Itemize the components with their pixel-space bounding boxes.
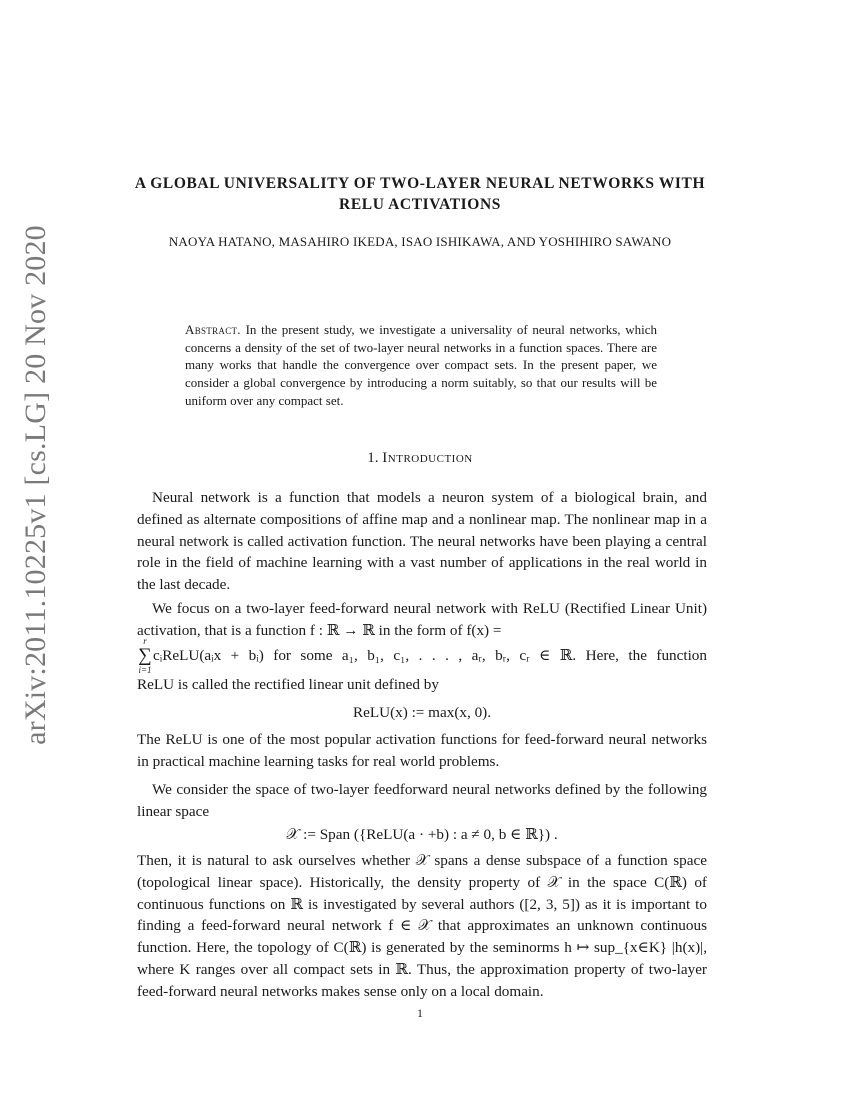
paper-authors: NAOYA HATANO, MASAHIRO IKEDA, ISAO ISHIKAWA, AND YOSHIHIRO SAWANO <box>168 234 672 249</box>
sum-expression-text: cᵢReLU(aᵢx + bᵢ) for some a₁, b₁, c₁, . . . , aᵣ, bᵣ, cᵣ ∈ ℝ. Here, the function <box>153 647 707 664</box>
intro-paragraph-2-start: We focus on a two-layer feed-forward neural network with ReLU (Rectified Linear Unit) activation, that is a function f : ℝ → ℝ in the form of f(x) = <box>137 600 707 639</box>
arxiv-identifier-stamp <box>6 225 66 745</box>
paper-title: A GLOBAL UNIVERSALITY OF TWO-LAYER NEURAL NETWORKS WITH RELU ACTIVATIONS <box>134 175 706 213</box>
sum-lower-limit: i=1 <box>138 665 152 675</box>
section-number: 1. <box>367 450 379 466</box>
intro-paragraph-5: Then, it is natural to ask ourselves whether 𝒳 spans a dense subspace of a function space (topological linear space). Historically, the density property of 𝒳 in the space C(ℝ) of continuous functions on ℝ is investigated by several authors ([2, 3, 5]) as it is important to finding a feed-forward neural network f ∈ 𝒳 that approximates an unknown continuous function. Here, the topology of C(ℝ) is generated by the seminorms h ↦ sup_{x∈K} |h(x)|, where K ranges over all compact sets in ℝ. Thus, the approximation property of two-layer feed-forward neural networks makes sense only on a local domain. <box>137 852 707 1000</box>
section-heading <box>120 450 720 467</box>
intro-paragraph-2-end: ReLU is called the rectified linear unit defined by <box>137 676 439 693</box>
intro-paragraph-4: We consider the space of two-layer feedforward neural networks defined by the following linear space <box>137 781 707 820</box>
intro-paragraph-3: The ReLU is one of the most popular activation functions for feed-forward neural networks in practical machine learning tasks for real world problems. <box>137 731 707 770</box>
abstract-text: In the present study, we investigate a universality of neural networks, which concerns a density of the set of two-layer neural networks in a function spaces. There are many works that handle the convergence over compact sets. In the present paper, we consider a global convergence by introducing a norm suitably, so that our results will be uniform over any compact set. <box>185 322 658 408</box>
page-number: 1 <box>417 1006 423 1020</box>
arxiv-identifier-text: arXiv:2011.10225v1 [cs.LG] 20 Nov 2020 <box>19 225 52 745</box>
abstract-label: Abstract. <box>185 322 241 337</box>
sigma-glyph: ∑ <box>138 645 152 666</box>
summation-symbol <box>137 636 153 675</box>
section-title: Introduction <box>382 450 473 466</box>
abstract <box>185 321 657 410</box>
intro-paragraph-1: Neural network is a function that models a neuron system of a biological brain, and defined as alternate compositions of affine map and a nonlinear map. The nonlinear map in a neural network is called activation function. The neural networks have been playing a central role in the field of machine learning with a vast number of applications in the real world in the last decade. <box>137 489 707 594</box>
sum-upper-limit: r <box>143 636 147 646</box>
relu-definition-equation: ReLU(x) := max(x, 0). <box>352 704 492 721</box>
span-definition-equation: 𝒳 := Span ({ReLU(a · +b) : a ≠ 0, b ∈ ℝ}) . <box>286 826 558 843</box>
